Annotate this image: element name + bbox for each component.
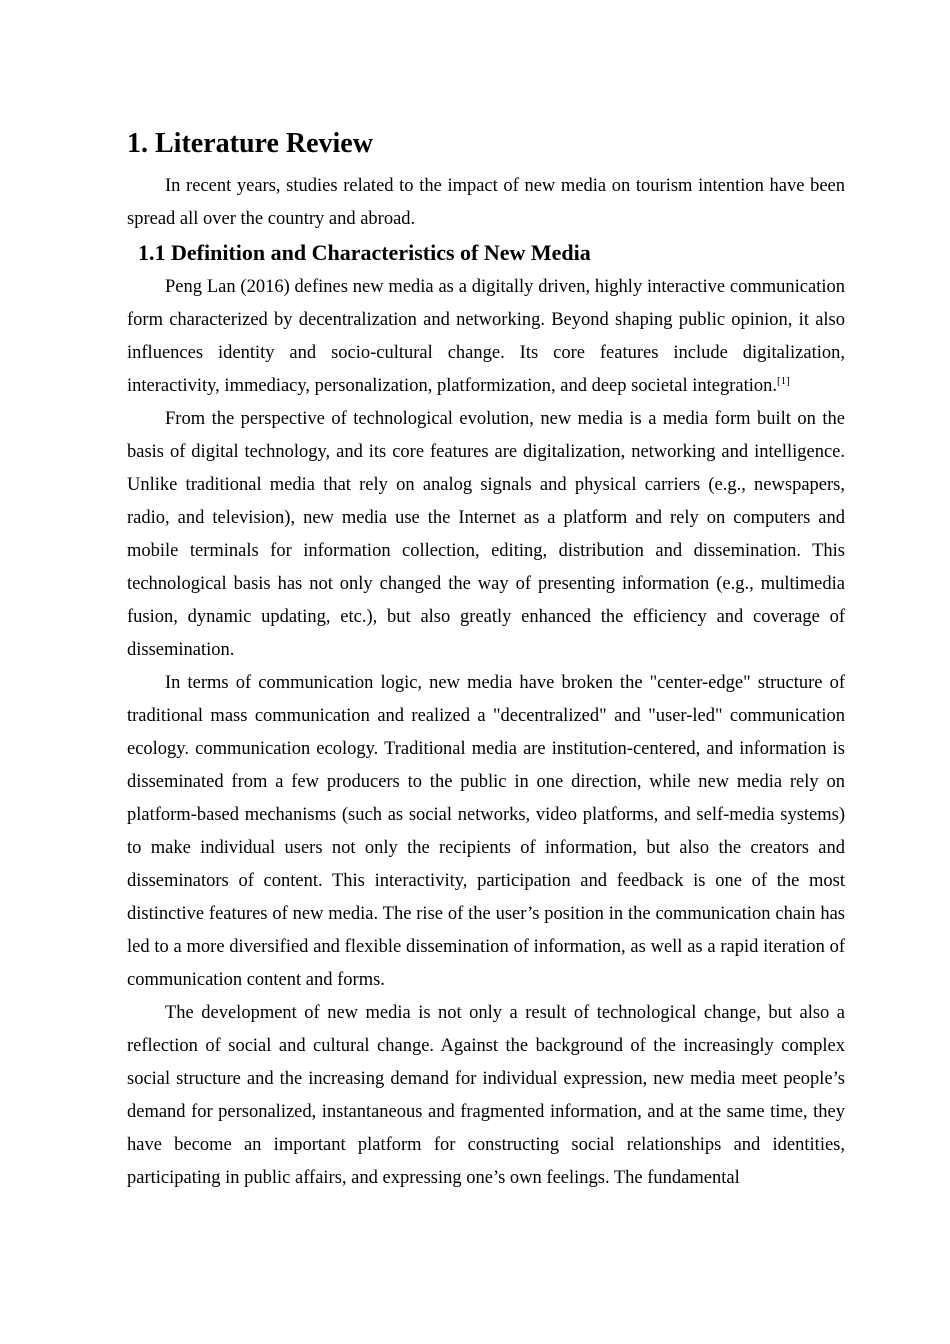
section-heading: 1. Literature Review — [127, 128, 373, 159]
document-page — [127, 124, 845, 1195]
subsection-heading: 1.1 Definition and Characteristics of New Media — [138, 240, 591, 265]
paragraph-definition-text: Peng Lan (2016) defines new media as a digitally driven, highly interactive communication form characterized by decentralization and networking. Beyond shaping public opinion, it also influences identity and socio-cultural change. Its core features include digitalization, interactivity, immediacy, personalization, platformization, and deep societal integration. — [127, 277, 845, 396]
paragraph-communication-logic: In terms of communication logic, new media have broken the "center-edge" structure of traditional mass communication and realized a "decentralized" and "user-led" communication ecology. communication ecology. Traditional media are institution-centered, and information is disseminated from a few producers to the public in one direction, while new media rely on platform-based mechanisms (such as social networks, video platforms, and self-media systems) to make individual users not only the recipients of information, but also the creators and disseminators of content. This interactivity, participation and feedback is one of the most distinctive features of new media. The rise of the user’s position in the communication chain has led to a more diversified and flexible dissemination of information, as well as a rapid iteration of communication content and forms. — [127, 673, 845, 990]
paragraph-definition — [127, 271, 845, 403]
paragraph-technological-evolution: From the perspective of technological evolution, new media is a media form built on the basis of digital technology, and its core features are digitalization, networking and intelligence. Unlike traditional media that rely on analog signals and physical carriers (e.g., newspapers, radio, and television), new media use the Internet as a platform and rely on computers and mobile terminals for information collection, editing, distribution and dissemination. This technological basis has not only changed the way of presenting information (e.g., multimedia fusion, dynamic updating, etc.), but also greatly enhanced the efficiency and coverage of dissemination. — [127, 409, 845, 660]
paragraph-social-cultural-change: The development of new media is not only a result of technological change, but also a reflection of social and cultural change. Against the background of the increasingly complex social structure and the increasing demand for individual expression, new media meet people’s demand for personalized, instantaneous and fragmented information, and at the same time, they have become an important platform for constructing social relationships and identities, participating in public affairs, and expressing one’s own feelings. The fundamental — [127, 1003, 845, 1188]
citation-reference[interactable]: [1] — [777, 375, 790, 387]
intro-paragraph: In recent years, studies related to the impact of new media on tourism intention have been spread all over the country and abroad. — [127, 176, 845, 229]
